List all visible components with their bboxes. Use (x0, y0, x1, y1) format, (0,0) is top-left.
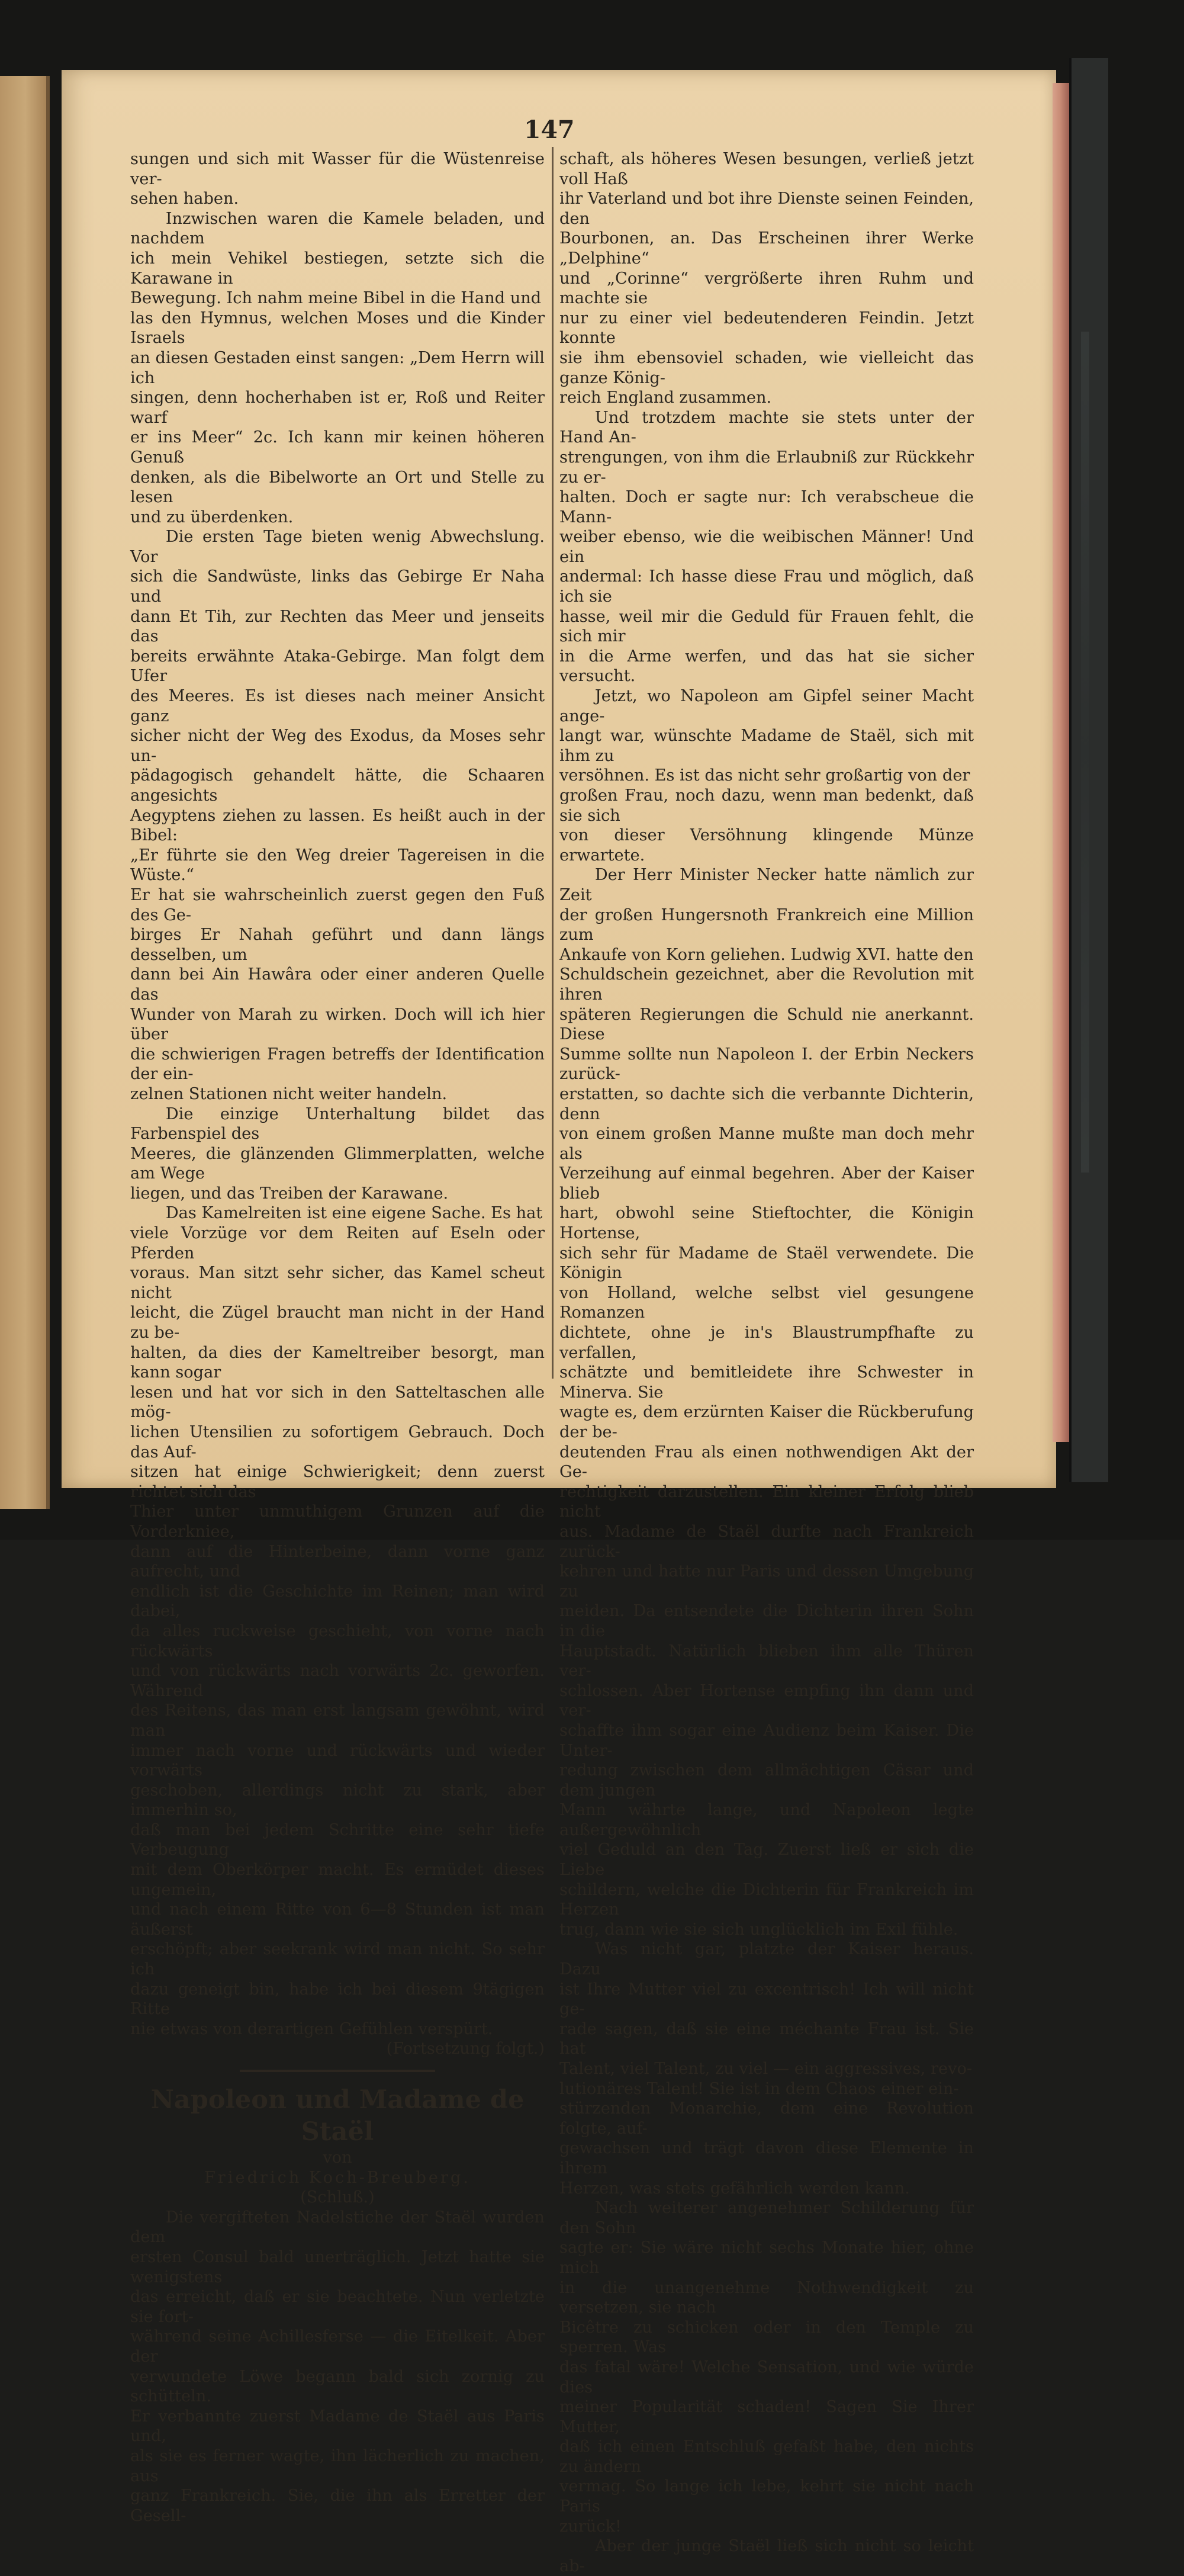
left-line-22: dann bei Ain Hawâra oder einer anderen Quelle das (130, 965, 545, 1004)
left-line-0: sungen und sich mit Wasser für die Wüstenreise ver- (130, 150, 545, 188)
left-line-30: viele Vorzüge vor dem Reiten auf Eseln oder Pferden (130, 1224, 545, 1263)
left-line-25: zelnen Stationen nicht weiter handeln. (130, 1084, 448, 1103)
right-line-47: Was nicht gar, platzte der Kaiser heraus. Dazu (559, 1940, 974, 1979)
right-line-52: stürzenden Monarchie, dem eine Revolution folgte, auf- (559, 2099, 974, 2138)
right-line-43: Mann währte lange, und Napoleon legte außergewöhnlich (559, 1801, 974, 1839)
left-line-29: Das Kamelreiten ist eine eigene Sache. Es hat (165, 1204, 543, 1223)
article-separator-rule (240, 2070, 435, 2072)
right-line-5: sie ihm ebensoviel schaden, wie vielleicht das ganze König- (559, 348, 974, 387)
left-line-21: birges Er Nahah geführt und dann längs desselben, um (130, 926, 545, 964)
right-line-4: nur zu einer viel bedeutenderen Feindin. Jetzt konnte (559, 309, 974, 348)
right-line-45: schildern, welche die Dichterin für Frankreich im Herzen (559, 1880, 974, 1919)
article-line-1: ersten Consul bald unerträglich. Jetzt hatte sie wenigstens (130, 2247, 545, 2286)
right-line-46: trug, dann wie sie sich unglücklich im Exil fühle. (559, 1920, 958, 1939)
right-line-2: Bourbonen, an. Das Erscheinen ihrer Werke „Delphine“ (559, 229, 974, 268)
left-page-edge (0, 76, 50, 1509)
right-line-60: meiner Popularität schaden! Sagen Sie Ihrer Mutter, (559, 2398, 974, 2436)
left-line-23: Wunder von Marah zu wirken. Doch will ich hier über (130, 1005, 545, 1044)
left-line-4: Bewegung. Ich nahm meine Bibel in die Hand und (130, 289, 542, 308)
right-line-63: zurück! (559, 2517, 622, 2536)
right-line-27: Verzeihung auf einmal begehren. Aber der Kaiser blieb (559, 1164, 974, 1203)
right-line-29: sich sehr für Madame de Staël verwendete. Die Königin (559, 1244, 974, 1283)
right-line-44: viel Geduld an den Tag. Zuerst ließ er sich die Liebe (559, 1841, 974, 1880)
left-line-11: Die ersten Tage bieten wenig Abwechslung. Vor (130, 528, 545, 566)
left-line-20: Er hat sie wahrscheinlich zuerst gegen den Fuß des Ge- (130, 885, 545, 924)
right-line-41: schaffte ihm sogar eine Audienz beim Kaiser. Die Unter- (559, 1721, 974, 1760)
left-line-19: „Er führte sie den Weg dreier Tagereisen in die Wüste.“ (130, 846, 545, 885)
left-line-13: dann Et Tih, zur Rechten das Meer und jenseits das (130, 607, 545, 646)
right-line-8: strengungen, von ihm die Erlaubniß zur Rückkehr zu er- (559, 448, 974, 487)
right-line-0: schaft, als höheres Wesen besungen, verließ jetzt voll Haß (559, 150, 974, 188)
left-line-14: bereits erwähnte Ataka-Gebirge. Man folgt dem Ufer (130, 647, 545, 686)
left-line-48: erschöpft; aber seekrank wird man nicht. So sehr ich (130, 1940, 545, 1979)
right-line-53: gewachsen und trägt davon diese Elemente in ihrem (559, 2139, 974, 2177)
left-line-31: voraus. Man sitzt sehr sicher, das Kamel scheut nicht (130, 1264, 545, 1302)
article-line-0: Die vergifteten Nadelstiche der Staël wurden dem (130, 2208, 545, 2247)
article-title: Napoleon und Madame de Staël (150, 2085, 525, 2147)
right-line-51: lutionäres Talent! Sie ist in dem Chaos einer ein- (559, 2079, 959, 2098)
left-line-2: Inzwischen waren die Kamele beladen, und nachdem (130, 209, 545, 248)
right-line-17: großen Frau, noch dazu, wenn man bedenkt, daß sie sich (559, 786, 974, 825)
left-line-44: geschoben, allerdings nicht zu stark, aber immerhin so, (130, 1781, 545, 1820)
right-line-28: hart, obwohl seine Stieftochter, die Königin Hortense, (559, 1204, 974, 1243)
left-line-49: dazu geneigt bin, habe ich bei diesem 9tägigen Ritte (130, 1980, 545, 2019)
left-line-24: die schwierigen Fragen betreffs der Identification der ein- (130, 1045, 545, 1084)
continuation-note: (Fortsetzung folgt.) (386, 2039, 545, 2058)
left-line-9: denken, als die Bibelworte an Ort und Stelle zu lesen (130, 468, 545, 507)
article-line-3: während seine Achillesferse — die Eitelkeit. Aber der (130, 2327, 545, 2366)
right-line-64: Aber der junge Staël ließ sich nicht so leicht ab- (559, 2537, 974, 2575)
right-line-58: Bicêtre zu schicken oder in den Temple zu sperren. Was (559, 2318, 974, 2357)
left-line-5: las den Hymnus, welchen Moses und die Kinder Israels (130, 309, 545, 348)
right-line-39: Hauptstadt. Natürlich blieben ihm alle Thüren ver- (559, 1642, 974, 1681)
right-line-24: Summe sollte nun Napoleon I. der Erbin Neckers zurück- (559, 1045, 974, 1084)
right-line-61: daß ich einen Entschluß gefaßt habe, den nichts zu ändern (559, 2437, 974, 2476)
right-line-37: kehren und hatte nur Paris und dessen Umgebung zu (559, 1562, 974, 1601)
right-line-18: von dieser Versöhnung klingende Münze erwartete. (559, 826, 974, 865)
left-line-1: sehen haben. (130, 189, 239, 208)
left-line-34: lesen und hat vor sich in den Satteltaschen alle mög- (130, 1383, 545, 1422)
left-line-36: sitzen hat einige Schwierigkeit; denn zuerst richtet sich das (130, 1463, 545, 1501)
right-line-12: hasse, weil mir die Geduld für Frauen fehlt, die sich mir (559, 607, 974, 646)
left-line-3: ich mein Vehikel bestiegen, setzte sich die Karawane in (130, 249, 545, 288)
right-line-1: ihr Vaterland und bot ihre Dienste seinen Feinden, den (559, 189, 974, 228)
left-line-40: da alles ruckweise geschieht, von vorne nach rückwärts (130, 1621, 545, 1660)
page-fore-edge (1053, 83, 1069, 1442)
left-line-46: mit dem Oberkörper macht. Es ermüdet dieses ungemein, (130, 1861, 545, 1899)
right-line-35: rechtigkeit darzustellen. Ein kleiner Erfolg blieb nicht (559, 1482, 974, 1521)
left-line-39: endlich ist die Geschichte im Reinen; man wird dabei, (130, 1582, 545, 1621)
article-line-5: Er verbannte zuerst Madame de Staël aus Paris und, (130, 2407, 545, 2446)
right-line-57: in die unangenehme Nothwendigkeit zu versetzen, sie nach (559, 2278, 974, 2317)
right-line-36: aus. Madame de Staël durfte nach Frankreich zurück- (559, 1522, 974, 1561)
right-line-20: der großen Hungersnoth Frankreich eine Million zum (559, 905, 974, 945)
right-line-15: langt war, wünschte Madame de Staël, sich mit ihm zu (559, 727, 974, 765)
left-line-42: des Reitens, das man erst langsam gewöhnt, wird man (130, 1701, 545, 1740)
right-line-55: Nach weiterer angenehmer Schilderung für den Sohn (559, 2199, 974, 2237)
right-line-54: Herzen, was stets gefährlich werden kann. (559, 2179, 910, 2198)
article-line-4: verwundete Löwe begann bald sich zornig zu schütteln. (130, 2367, 545, 2406)
left-line-33: halten, da dies der Kameltreiber besorgt, man kann sogar (130, 1343, 545, 1382)
right-line-30: von Holland, welche selbst viel gesungene Romanzen (559, 1283, 974, 1322)
right-line-13: in die Arme werfen, und das hat sie sicher versucht. (559, 647, 974, 686)
right-line-49: rade sagen, daß sie eine méchante Frau ist. Sie hat (559, 2019, 974, 2058)
left-line-38: dann auf die Hinterbeine, dann vorne ganz aufrecht, und (130, 1542, 545, 1581)
right-line-34: deutenden Frau als einen nothwendigen Akt der Ge- (559, 1443, 974, 1482)
right-line-10: weiber ebenso, wie die weibischen Männer! Und ein (559, 528, 974, 566)
left-line-27: Meeres, die glänzenden Glimmerplatten, welche am Wege (130, 1144, 545, 1183)
left-line-26: Die einzige Unterhaltung bildet das Farbenspiel des (130, 1104, 545, 1144)
article-line-2: das erreicht, daß er sie beachtete. Nun verletzte sie fort- (130, 2288, 545, 2326)
right-line-19: Der Herr Minister Necker hatte nämlich zur Zeit (559, 866, 974, 904)
right-line-33: wagte es, dem erzürnten Kaiser die Rückberufung der be- (559, 1403, 974, 1441)
right-line-59: das fatal wäre! Welche Sensation, und wie würde dies (559, 2357, 974, 2397)
right-line-26: von einem großen Manne mußte man doch mehr als (559, 1125, 974, 1163)
left-line-41: und von rückwärts nach vorwärts 2c. geworfen. Während (130, 1662, 545, 1700)
right-line-25: erstatten, so dachte sich die verbannte Dichterin, denn (559, 1084, 974, 1123)
left-line-32: leicht, die Zügel braucht man nicht in der Hand zu be- (130, 1303, 545, 1342)
right-line-7: Und trotzdem machte sie stets unter der Hand An- (559, 408, 974, 447)
right-line-23: späteren Regierungen die Schuld nie anerkannt. Diese (559, 1005, 974, 1044)
left-line-16: sicher nicht der Weg des Exodus, da Moses sehr un- (130, 727, 545, 765)
left-line-45: daß man bei jedem Schritte eine sehr tiefe Verbeugung (130, 1820, 545, 1859)
left-line-8: er ins Meer“ 2c. Ich kann mir keinen höheren Genuß (130, 428, 545, 467)
left-line-43: immer nach vorne und rückwärts und wieder vorwärts (130, 1741, 545, 1780)
right-line-9: halten. Doch er sagte nur: Ich verabscheue die Mann- (559, 488, 974, 526)
left-line-50: nie etwas von derartigen Gefühlen verspürt. (130, 2019, 493, 2038)
left-column (130, 149, 545, 2526)
column-divider (552, 147, 554, 1379)
right-line-22: Schuldschein gezeichnet, aber die Revolution mit ihren (559, 965, 974, 1004)
right-line-38: meiden. Da entsendete die Dichterin ihren Sohn in die (559, 1602, 974, 1640)
right-column (559, 149, 974, 2576)
cover-shadow-highlight (1081, 332, 1089, 1173)
page-number: 147 (524, 115, 575, 144)
right-line-31: dichtete, ohne je in's Blaustrumpfhafte zu verfallen, (559, 1324, 974, 1362)
right-line-50: Talent, viel Talent, zu viel — ein aggressives, revo- (559, 2060, 973, 2078)
left-line-28: liegen, und das Treiben der Karawane. (130, 1184, 449, 1203)
right-line-6: reich England zusammen. (559, 388, 772, 407)
article-line-7: ganz Frankreich. Sie, die ihn als Erretter der Gesell- (130, 2487, 545, 2525)
article-subtitle: (Schluß.) (300, 2188, 375, 2207)
article-line-6: als sie es ferner wagte, ihn lächerlich zu machen, aus (130, 2446, 545, 2485)
right-line-42: redung zwischen dem allmächtigen Cäsar und dem jungen (559, 1761, 974, 1800)
article-author: Friedrich Koch-Breuberg. (204, 2168, 471, 2187)
left-line-12: sich die Sandwüste, links das Gebirge Er Naha und (130, 567, 545, 606)
right-line-3: und „Corinne“ vergrößerte ihren Ruhm und machte sie (559, 269, 974, 308)
right-line-14: Jetzt, wo Napoleon am Gipfel seiner Macht ange- (559, 687, 974, 725)
right-line-40: schlossen. Aber Hortense empfing ihn dann und ver- (559, 1681, 974, 1720)
right-line-48: ist Ihre Mutter viel zu excentrisch! Ich will nicht ge- (559, 1980, 974, 2019)
left-line-7: singen, denn hocherhaben ist er, Roß und Reiter warf (130, 388, 545, 427)
left-line-17: pädagogisch gehandelt hätte, die Schaaren angesichts (130, 766, 545, 805)
left-line-47: und nach einem Ritte von 6—8 Stunden ist man äußerst (130, 1900, 545, 1939)
right-line-32: schätzte und bemitleidete ihre Schwester in Minerva. Sie (559, 1363, 974, 1402)
right-line-16: versöhnen. Es ist das nicht sehr großartig von der (559, 766, 970, 785)
left-line-37: Thier unter unmuthigem Grunzen auf die Vorderkniee, (130, 1502, 545, 1541)
left-line-35: lichen Utensilien zu sofortigem Gebrauch. Doch das Auf- (130, 1423, 545, 1462)
right-line-21: Ankaufe von Korn geliehen. Ludwig XVI. hatte den (559, 945, 974, 964)
left-line-10: und zu überdenken. (130, 508, 294, 526)
left-line-18: Aegyptens ziehen zu lassen. Es heißt auch in der Bibel: (130, 806, 545, 845)
right-line-11: andermal: Ich hasse diese Frau und möglich, daß ich sie (559, 567, 974, 606)
right-line-56: sagte er: Sie wäre nicht sechs Monate hier, ohne mich (559, 2238, 974, 2277)
byline-von: von (323, 2148, 352, 2167)
left-line-6: an diesen Gestaden einst sangen: „Dem Herrn will ich (130, 348, 545, 387)
left-line-15: des Meeres. Es ist dieses nach meiner Ansicht ganz (130, 687, 545, 725)
right-line-62: vermag. So lange ich lebe, kehrt sie nicht nach Paris (559, 2477, 974, 2516)
